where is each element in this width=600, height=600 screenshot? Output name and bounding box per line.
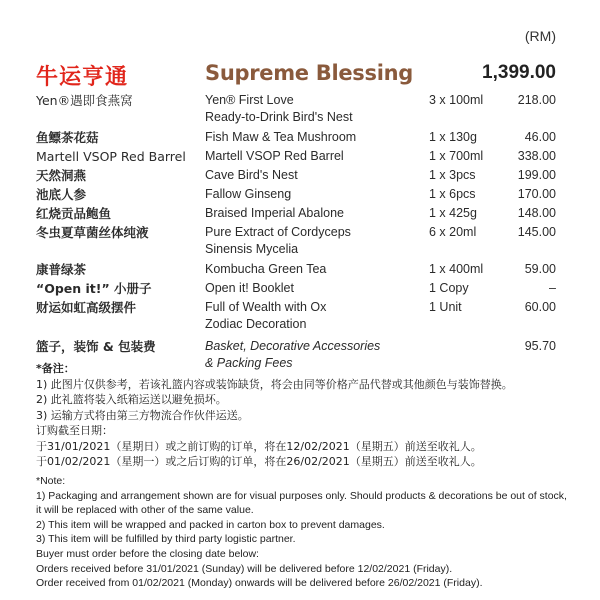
- list-item: [36, 280, 556, 299]
- item-amount: 218.00: [517, 93, 556, 107]
- item-quantity: 3 x 100ml: [429, 93, 484, 107]
- item-quantity: 1 x 425g: [429, 206, 477, 220]
- item-name-chinese: 篮子，装饰 & 包装费: [36, 339, 156, 354]
- note-line: 于01/02/2021（星期一）或之后订购的订单，将在26/02/2021（星期五）前送至收礼人。: [36, 455, 482, 468]
- product-title-chinese: 牛运亨通: [36, 65, 129, 90]
- item-amount: 60.00: [524, 300, 556, 314]
- note-line: 1) Packaging and arrangement shown are for visual purposes only. Should products & decorations be out of stock, it will be replaced with other of the same value.: [36, 489, 567, 517]
- item-amount: 170.00: [517, 187, 556, 201]
- item-amount: 148.00: [517, 206, 556, 220]
- item-name-english: Martell VSOP Red Barrel: [205, 149, 344, 163]
- product-title-english: Supreme Blessing: [205, 61, 413, 85]
- item-amount: 145.00: [517, 225, 556, 239]
- item-name-english: Fallow Ginseng: [205, 187, 292, 201]
- note-line: 1) 此图片仅供参考，若该礼篮内容或装饰缺货，将会由同等价格产品代替或其他颜色与装饰替换。: [36, 377, 513, 391]
- note-line: 订购截至日期：: [36, 424, 113, 437]
- item-quantity: 1 Copy: [429, 281, 469, 295]
- item-name-chinese: 财运如虹高级摆件: [36, 300, 137, 315]
- item-name-english: Yen® First Love Ready-to-Drink Bird's Nest: [205, 93, 353, 124]
- item-name-chinese: 鱼鳔茶花菇: [36, 130, 99, 145]
- item-name-english: Braised Imperial Abalone: [205, 206, 344, 220]
- notes-heading: *备注：: [36, 362, 75, 375]
- note-line: Order received from 01/02/2021 (Monday) onwards will be delivered before 26/02/2021 (Friday).: [36, 577, 483, 590]
- item-name-chinese: Yen®遇即食燕窝: [36, 93, 133, 108]
- item-name-chinese: 天然洞燕: [36, 168, 87, 183]
- list-item: [36, 299, 556, 338]
- notes-chinese: [36, 361, 580, 470]
- item-name-english: Pure Extract of Cordyceps Sinensis Mycelia: [205, 225, 351, 256]
- list-item: [36, 129, 556, 148]
- item-name-english: Basket, Decorative Accessories & Packing Fees: [205, 339, 381, 370]
- note-line: Orders received before 31/01/2021 (Sunday) will be delivered before 12/02/2021 (Friday).: [36, 562, 453, 575]
- item-name-english: Cave Bird's Nest: [205, 168, 298, 182]
- item-amount: 46.00: [524, 130, 556, 144]
- item-amount: 59.00: [524, 262, 556, 276]
- item-amount: 199.00: [517, 168, 556, 182]
- item-name-chinese: 红烧贡品鲍鱼: [36, 206, 112, 221]
- currency-label: (RM): [524, 28, 556, 44]
- list-item: [36, 92, 556, 129]
- item-quantity: 1 x 6pcs: [429, 187, 476, 201]
- list-item: [36, 224, 556, 261]
- notes-heading: *Note:: [36, 475, 66, 487]
- list-item: [36, 148, 556, 167]
- product-price: 1,399.00: [482, 62, 556, 83]
- note-line: 2) This item will be wrapped and packed in carton box to prevent damages.: [36, 518, 385, 531]
- note-line: Buyer must order before the closing date below:: [36, 547, 259, 560]
- list-item: [36, 261, 556, 280]
- item-amount: –: [549, 281, 556, 295]
- item-list: [36, 92, 556, 374]
- item-quantity: 1 x 130g: [429, 130, 477, 144]
- item-name-chinese: Martell VSOP Red Barrel: [36, 149, 186, 164]
- list-item: [36, 167, 556, 186]
- note-line: 3) 运输方式将由第三方物流合作伙伴运送。: [36, 408, 249, 422]
- item-quantity: 6 x 20ml: [429, 225, 477, 239]
- item-name-chinese: 康普绿茶: [36, 262, 87, 277]
- item-name-english: Kombucha Green Tea: [205, 262, 327, 276]
- note-line: 于31/01/2021（星期日）或之前订购的订单，将在12/02/2021（星期五）前送至收礼人。: [36, 439, 482, 453]
- item-quantity: 1 x 700ml: [429, 149, 484, 163]
- item-amount: 338.00: [517, 149, 556, 163]
- note-line: 3) This item will be fulfilled by third party logistic partner.: [36, 533, 296, 546]
- list-item: [36, 186, 556, 205]
- item-quantity: 1 x 3pcs: [429, 168, 476, 182]
- item-name-chinese: “Open it!” 小册子: [36, 281, 152, 296]
- list-item: [36, 205, 556, 224]
- item-quantity: 1 Unit: [429, 300, 462, 314]
- product-header: [36, 60, 556, 90]
- item-name-chinese: 池底人参: [36, 187, 87, 202]
- item-name-english: Fish Maw & Tea Mushroom: [205, 130, 357, 144]
- item-name-english: Full of Wealth with Ox Zodiac Decoration: [205, 300, 327, 331]
- item-name-english: Open it! Booklet: [205, 281, 294, 295]
- item-amount: 95.70: [524, 339, 556, 353]
- note-line: 2) 此礼篮将装入纸箱运送以避免损坏。: [36, 393, 227, 406]
- item-name-chinese: 冬虫夏草菌丝体纯液: [36, 225, 149, 240]
- notes-english: [36, 474, 570, 591]
- item-quantity: 1 x 400ml: [429, 262, 484, 276]
